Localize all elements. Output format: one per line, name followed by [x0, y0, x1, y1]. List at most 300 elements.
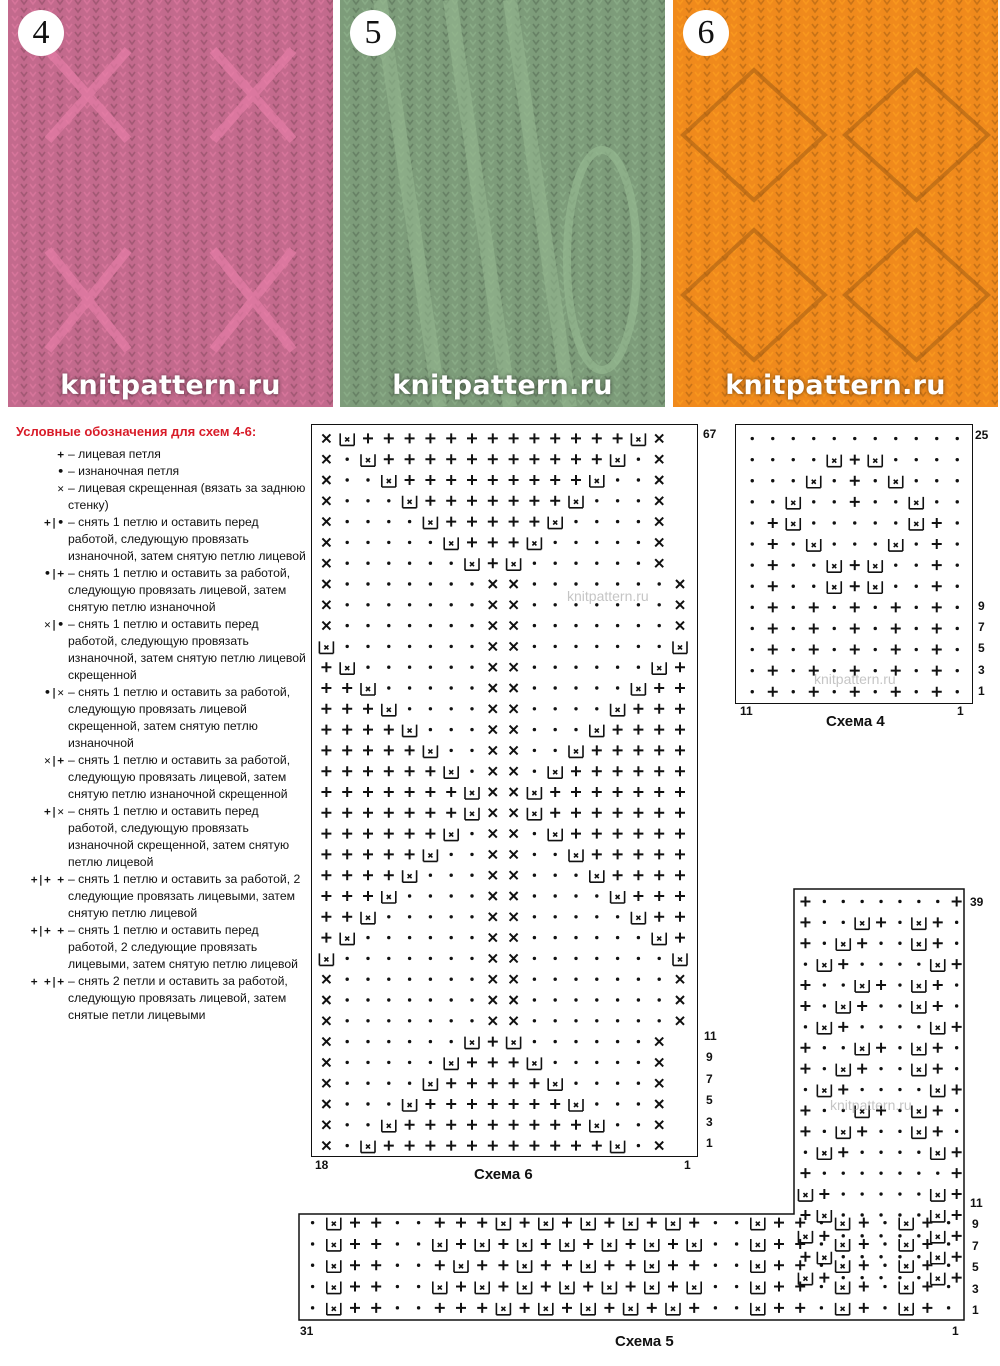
knit-stitch-mark: [342, 870, 352, 880]
knit-stitch-mark: [768, 602, 778, 612]
chart-6-caption: Схема 6: [474, 1166, 533, 1183]
purl-stitch-mark: [417, 1285, 420, 1288]
purl-stitch-mark: [956, 437, 959, 440]
purl-stitch-mark: [853, 437, 856, 440]
purl-stitch-mark: [735, 1264, 738, 1267]
knit-stitch-mark: [633, 787, 643, 797]
chart-6-row-label: 67: [703, 427, 717, 441]
purl-stitch-mark: [637, 458, 640, 461]
knit-stitch-mark: [592, 454, 602, 464]
legend-symbol: ✕|•: [44, 618, 64, 631]
purl-stitch-mark: [450, 603, 453, 606]
knit-stitch-mark: [768, 687, 778, 697]
purl-stitch-mark: [637, 666, 640, 669]
purl-stitch-mark: [860, 1171, 863, 1174]
legend-item: [8, 922, 306, 973]
purl-stitch-mark: [470, 832, 473, 835]
knit-stitch-mark: [613, 870, 623, 880]
cable-cross-mark: [548, 766, 562, 778]
knit-stitch-mark: [675, 725, 685, 735]
purl-stitch-mark: [879, 1025, 882, 1028]
twisted-knit-stitch-mark: [510, 622, 518, 630]
purl-stitch-mark: [879, 1004, 882, 1007]
purl-stitch-mark: [898, 1088, 901, 1091]
cable-cross-mark: [590, 870, 604, 882]
purl-stitch-mark: [751, 542, 754, 545]
chart-6-row-label: 5: [706, 1093, 713, 1107]
purl-stitch-mark: [917, 1276, 920, 1279]
knit-stitch-mark: [571, 766, 581, 776]
chart-5-row-label: 3: [972, 1282, 979, 1296]
chart-6-col-right: 1: [684, 1158, 691, 1172]
knit-stitch-mark: [571, 433, 581, 443]
twisted-knit-stitch-mark: [510, 767, 518, 775]
purl-stitch-mark: [955, 921, 958, 924]
purl-stitch-mark: [470, 853, 473, 856]
purl-stitch-mark: [842, 1213, 845, 1216]
knit-stitch-mark: [363, 829, 373, 839]
purl-stitch-mark: [616, 624, 619, 627]
knit-stitch-mark: [932, 581, 942, 591]
purl-stitch-mark: [595, 666, 598, 669]
purl-stitch-mark: [616, 582, 619, 585]
purl-stitch-mark: [894, 437, 897, 440]
knit-stitch-mark: [467, 537, 477, 547]
purl-stitch-mark: [894, 563, 897, 566]
twisted-knit-stitch-mark: [655, 455, 663, 463]
twisted-knit-stitch-mark: [655, 497, 663, 505]
chart-watermark: knitpattern.ru: [830, 1097, 912, 1113]
purl-stitch-mark: [879, 1088, 882, 1091]
purl-stitch-mark: [860, 1192, 863, 1195]
cable-cross-mark: [827, 581, 841, 593]
knit-stitch-mark: [768, 623, 778, 633]
knit-stitch-mark: [613, 766, 623, 776]
purl-stitch-mark: [823, 942, 826, 945]
cable-cross-mark: [340, 433, 354, 445]
twisted-knit-stitch-mark: [655, 476, 663, 484]
purl-stitch-mark: [574, 582, 577, 585]
legend-symbol: +|+ +: [30, 873, 64, 886]
knit-stitch-mark: [529, 454, 539, 464]
purl-stitch-mark: [554, 874, 557, 877]
knit-stitch-mark: [405, 454, 415, 464]
legend-text: – снять 1 петлю и оставить перед работой, следующую провязать изнаночной, затем снятую петлю лицевой скрещенной: [68, 617, 306, 682]
cable-cross-mark: [631, 683, 645, 695]
knit-stitch-mark: [654, 683, 664, 693]
chart-watermark: knitpattern.ru: [814, 671, 896, 687]
knit-stitch-mark: [425, 475, 435, 485]
purl-stitch-mark: [346, 520, 349, 523]
purl-stitch-mark: [751, 437, 754, 440]
purl-stitch-mark: [595, 499, 598, 502]
knit-stitch-mark: [467, 496, 477, 506]
knit-stitch-mark: [571, 829, 581, 839]
purl-stitch-mark: [554, 749, 557, 752]
purl-stitch-mark: [574, 686, 577, 689]
purl-stitch-mark: [751, 690, 754, 693]
knit-stitch-mark: [768, 560, 778, 570]
legend-text: – лицевая скрещенная (вязать за заднюю стенку): [68, 481, 306, 512]
knit-stitch-mark: [405, 808, 415, 818]
knit-stitch-mark: [446, 496, 456, 506]
purl-stitch-mark: [955, 1130, 958, 1133]
purl-stitch-mark: [554, 686, 557, 689]
purl-stitch-mark: [396, 1264, 399, 1267]
knit-stitch-mark: [550, 475, 560, 485]
purl-stitch-mark: [574, 707, 577, 710]
knit-stitch-mark: [446, 517, 456, 527]
knit-stitch-mark: [654, 870, 664, 880]
purl-stitch-mark: [894, 521, 897, 524]
knit-stitch-mark: [571, 454, 581, 464]
knit-stitch-mark: [446, 433, 456, 443]
legend-text: – снять 1 петлю и оставить перед работой, следующую провязать изнаночной, затем снятую петлю лицевой: [68, 515, 306, 563]
purl-stitch-mark: [833, 521, 836, 524]
knit-stitch-mark: [633, 849, 643, 859]
knit-stitch-mark: [446, 454, 456, 464]
purl-stitch-mark: [637, 582, 640, 585]
legend-symbol: +: [57, 448, 64, 461]
purl-stitch-mark: [955, 1004, 958, 1007]
knit-texture-image: [8, 0, 333, 407]
purl-stitch-mark: [450, 624, 453, 627]
knit-stitch-mark: [509, 454, 519, 464]
purl-stitch-mark: [812, 585, 815, 588]
purl-stitch-mark: [917, 1192, 920, 1195]
cable-cross-mark: [673, 641, 687, 653]
purl-stitch-mark: [915, 437, 918, 440]
purl-stitch-mark: [533, 686, 536, 689]
chart-4-row-label: 25: [975, 428, 989, 442]
legend-item: [8, 973, 306, 1024]
knit-stitch-mark: [363, 725, 373, 735]
knit-stitch-mark: [850, 623, 860, 633]
purl-stitch-mark: [771, 437, 774, 440]
purl-stitch-mark: [408, 562, 411, 565]
purl-stitch-mark: [915, 585, 918, 588]
purl-stitch-mark: [751, 458, 754, 461]
cable-cross-mark: [527, 808, 541, 820]
purl-stitch-mark: [874, 500, 877, 503]
knit-stitch-mark: [850, 476, 860, 486]
purl-stitch-mark: [533, 728, 536, 731]
purl-stitch-mark: [956, 563, 959, 566]
cable-cross-mark: [548, 829, 562, 841]
knit-stitch-mark: [509, 517, 519, 527]
purl-stitch-mark: [595, 562, 598, 565]
twisted-knit-stitch-mark: [489, 705, 497, 713]
twisted-knit-stitch-mark: [322, 622, 330, 630]
photo-watermark: knitpattern.ru: [725, 370, 946, 401]
purl-stitch-mark: [637, 478, 640, 481]
knit-stitch-mark: [932, 666, 942, 676]
legend-symbol: •|✕: [44, 686, 64, 699]
purl-stitch-mark: [874, 437, 877, 440]
twisted-knit-stitch-mark: [510, 663, 518, 671]
purl-stitch-mark: [450, 853, 453, 856]
purl-stitch-mark: [554, 582, 557, 585]
legend-item: [8, 803, 306, 871]
legend-item: [8, 871, 306, 922]
cable-cross-mark: [807, 539, 821, 551]
knit-stitch-mark: [675, 787, 685, 797]
purl-stitch-mark: [533, 666, 536, 669]
purl-stitch-mark: [947, 1264, 950, 1267]
purl-stitch-mark: [917, 962, 920, 965]
purl-stitch-mark: [408, 582, 411, 585]
knit-stitch-mark: [675, 745, 685, 755]
purl-stitch-mark: [616, 520, 619, 523]
purl-stitch-mark: [408, 666, 411, 669]
knit-stitch-mark: [613, 725, 623, 735]
twisted-knit-stitch-mark: [510, 809, 518, 817]
pattern-number-badge: 5: [350, 10, 396, 56]
knit-stitch-mark: [654, 704, 664, 714]
chart-6-row-label: 1: [706, 1136, 713, 1150]
purl-stitch-mark: [915, 690, 918, 693]
purl-stitch-mark: [894, 500, 897, 503]
purl-stitch-mark: [917, 1025, 920, 1028]
knit-stitch-mark: [613, 787, 623, 797]
cable-cross-mark: [444, 829, 458, 841]
purl-stitch-mark: [470, 749, 473, 752]
purl-stitch-mark: [833, 542, 836, 545]
purl-stitch-mark: [429, 624, 432, 627]
purl-stitch-mark: [915, 627, 918, 630]
purl-stitch-mark: [879, 1192, 882, 1195]
purl-stitch-mark: [898, 1171, 901, 1174]
legend-item: [8, 514, 306, 565]
purl-stitch-mark: [842, 983, 845, 986]
purl-stitch-mark: [879, 900, 882, 903]
knit-stitch-mark: [509, 433, 519, 443]
purl-stitch-mark: [470, 874, 473, 877]
chart-6-row-label: 9: [706, 1050, 713, 1064]
purl-stitch-mark: [751, 521, 754, 524]
purl-stitch-mark: [936, 1171, 939, 1174]
purl-stitch-mark: [823, 1130, 826, 1133]
purl-stitch-mark: [804, 962, 807, 965]
purl-stitch-mark: [637, 562, 640, 565]
purl-stitch-mark: [936, 900, 939, 903]
cable-cross-mark: [403, 725, 417, 737]
purl-stitch-mark: [879, 1130, 882, 1133]
knit-stitch-mark: [891, 687, 901, 697]
twisted-knit-stitch-mark: [489, 726, 497, 734]
knit-stitch-mark: [654, 849, 664, 859]
purl-stitch-mark: [366, 666, 369, 669]
purl-stitch-mark: [792, 479, 795, 482]
purl-stitch-mark: [533, 853, 536, 856]
twisted-knit-stitch-mark: [489, 850, 497, 858]
knit-stitch-mark: [467, 433, 477, 443]
purl-stitch-mark: [823, 1004, 826, 1007]
knit-stitch-mark: [363, 745, 373, 755]
chart-5-row-label: 9: [972, 1217, 979, 1231]
twisted-knit-stitch-mark: [676, 601, 684, 609]
knit-stitch-mark: [384, 808, 394, 818]
purl-stitch-mark: [595, 707, 598, 710]
knit-stitch-mark: [592, 849, 602, 859]
knit-stitch-mark: [633, 870, 643, 880]
purl-stitch-mark: [408, 645, 411, 648]
knit-stitch-mark: [592, 766, 602, 776]
cable-cross-mark: [340, 662, 354, 674]
purl-stitch-mark: [874, 648, 877, 651]
cable-cross-mark: [909, 497, 923, 509]
purl-stitch-mark: [823, 983, 826, 986]
knit-stitch-mark: [850, 560, 860, 570]
twisted-knit-stitch-mark: [322, 601, 330, 609]
purl-stitch-mark: [417, 1264, 420, 1267]
twisted-knit-stitch-mark: [489, 767, 497, 775]
purl-stitch-mark: [898, 1213, 901, 1216]
purl-stitch-mark: [470, 707, 473, 710]
twisted-knit-stitch-mark: [510, 642, 518, 650]
purl-stitch-mark: [898, 942, 901, 945]
purl-stitch-mark: [311, 1264, 314, 1267]
twisted-knit-stitch-mark: [322, 559, 330, 567]
knit-stitch-mark: [891, 602, 901, 612]
purl-stitch-mark: [792, 606, 795, 609]
knit-stitch-mark: [425, 829, 435, 839]
purl-stitch-mark: [470, 582, 473, 585]
knit-stitch-mark: [405, 475, 415, 485]
purl-stitch-mark: [842, 1192, 845, 1195]
purl-stitch-mark: [874, 479, 877, 482]
purl-stitch-mark: [874, 521, 877, 524]
purl-stitch-mark: [311, 1306, 314, 1309]
purl-stitch-mark: [311, 1242, 314, 1245]
purl-stitch-mark: [554, 666, 557, 669]
cable-cross-mark: [423, 745, 437, 757]
cable-cross-mark: [403, 496, 417, 508]
knit-stitch-mark: [488, 537, 498, 547]
purl-stitch-mark: [470, 666, 473, 669]
knit-stitch-mark: [654, 766, 664, 776]
twisted-knit-stitch-mark: [510, 788, 518, 796]
legend-symbol: + +|+: [30, 975, 64, 988]
twisted-knit-stitch-mark: [322, 434, 330, 442]
purl-stitch-mark: [860, 1025, 863, 1028]
twisted-knit-stitch-mark: [489, 746, 497, 754]
cable-cross-mark: [631, 433, 645, 445]
knit-stitch-mark: [932, 623, 942, 633]
knit-stitch-mark: [675, 704, 685, 714]
chart-4-row-label: 1: [978, 684, 985, 698]
knit-stitch-mark: [850, 581, 860, 591]
purl-stitch-mark: [366, 478, 369, 481]
knit-stitch-mark: [932, 645, 942, 655]
purl-stitch-mark: [470, 728, 473, 731]
purl-stitch-mark: [574, 728, 577, 731]
legend-symbol: •|+: [44, 567, 64, 580]
cable-cross-mark: [361, 454, 375, 466]
legend-text: – снять 2 петли и оставить за работой, следующую провязать лицевой, затем снятые петли лицевыми: [68, 974, 288, 1022]
knit-stitch-mark: [363, 870, 373, 880]
knit-stitch-mark: [446, 475, 456, 485]
cable-cross-mark: [786, 518, 800, 530]
legend-text: – снять 1 петлю и оставить за работой, 2 следующие провязать лицевыми, затем снятую петлю лицевой: [68, 872, 301, 920]
purl-stitch-mark: [554, 707, 557, 710]
knit-stitch-mark: [321, 704, 331, 714]
knit-stitch-mark: [809, 602, 819, 612]
purl-stitch-mark: [874, 606, 877, 609]
purl-stitch-mark: [879, 1276, 882, 1279]
purl-stitch-mark: [429, 874, 432, 877]
purl-stitch-mark: [533, 603, 536, 606]
knit-stitch-mark: [613, 745, 623, 755]
purl-stitch-mark: [470, 645, 473, 648]
knit-stitch-mark: [613, 849, 623, 859]
twisted-knit-stitch-mark: [489, 601, 497, 609]
purl-stitch-mark: [450, 728, 453, 731]
purl-stitch-mark: [917, 1088, 920, 1091]
cable-cross-mark: [590, 475, 604, 487]
cable-cross-mark: [868, 560, 882, 572]
purl-stitch-mark: [879, 1234, 882, 1237]
cable-cross-mark: [652, 662, 666, 674]
purl-stitch-mark: [450, 749, 453, 752]
legend-item: [8, 446, 306, 463]
purl-stitch-mark: [429, 582, 432, 585]
cable-cross-mark: [444, 766, 458, 778]
purl-stitch-mark: [823, 921, 826, 924]
knit-stitch-mark: [321, 870, 331, 880]
knit-stitch-mark: [654, 745, 664, 755]
purl-stitch-mark: [956, 690, 959, 693]
cable-cross-mark: [827, 455, 841, 467]
purl-stitch-mark: [804, 1025, 807, 1028]
purl-stitch-mark: [955, 1109, 958, 1112]
purl-stitch-mark: [658, 582, 661, 585]
twisted-knit-stitch-mark: [676, 622, 684, 630]
knit-stitch-mark: [488, 433, 498, 443]
knit-stitch-mark: [932, 518, 942, 528]
knit-stitch-mark: [363, 704, 373, 714]
purl-stitch-mark: [574, 520, 577, 523]
purl-stitch-mark: [956, 669, 959, 672]
purl-stitch-mark: [408, 603, 411, 606]
knit-stitch-mark: [654, 787, 664, 797]
purl-stitch-mark: [450, 582, 453, 585]
knit-stitch-mark: [384, 725, 394, 735]
purl-stitch-mark: [637, 499, 640, 502]
twisted-knit-stitch-mark: [510, 601, 518, 609]
purl-stitch-mark: [842, 1276, 845, 1279]
purl-stitch-mark: [366, 562, 369, 565]
knit-stitch-mark: [768, 581, 778, 591]
purl-stitch-mark: [917, 1171, 920, 1174]
twisted-knit-stitch-mark: [510, 871, 518, 879]
knit-stitch-mark: [342, 766, 352, 776]
knit-stitch-mark: [384, 745, 394, 755]
twisted-knit-stitch-mark: [489, 871, 497, 879]
purl-stitch-mark: [751, 669, 754, 672]
knit-stitch-mark: [425, 433, 435, 443]
knit-stitch-mark: [592, 829, 602, 839]
purl-stitch-mark: [346, 582, 349, 585]
purl-stitch-mark: [842, 1234, 845, 1237]
purl-stitch-mark: [714, 1221, 717, 1224]
cable-cross-mark: [382, 704, 396, 716]
purl-stitch-mark: [956, 627, 959, 630]
purl-stitch-mark: [820, 1264, 823, 1267]
knit-stitch-mark: [550, 496, 560, 506]
purl-stitch-mark: [956, 500, 959, 503]
purl-stitch-mark: [915, 606, 918, 609]
